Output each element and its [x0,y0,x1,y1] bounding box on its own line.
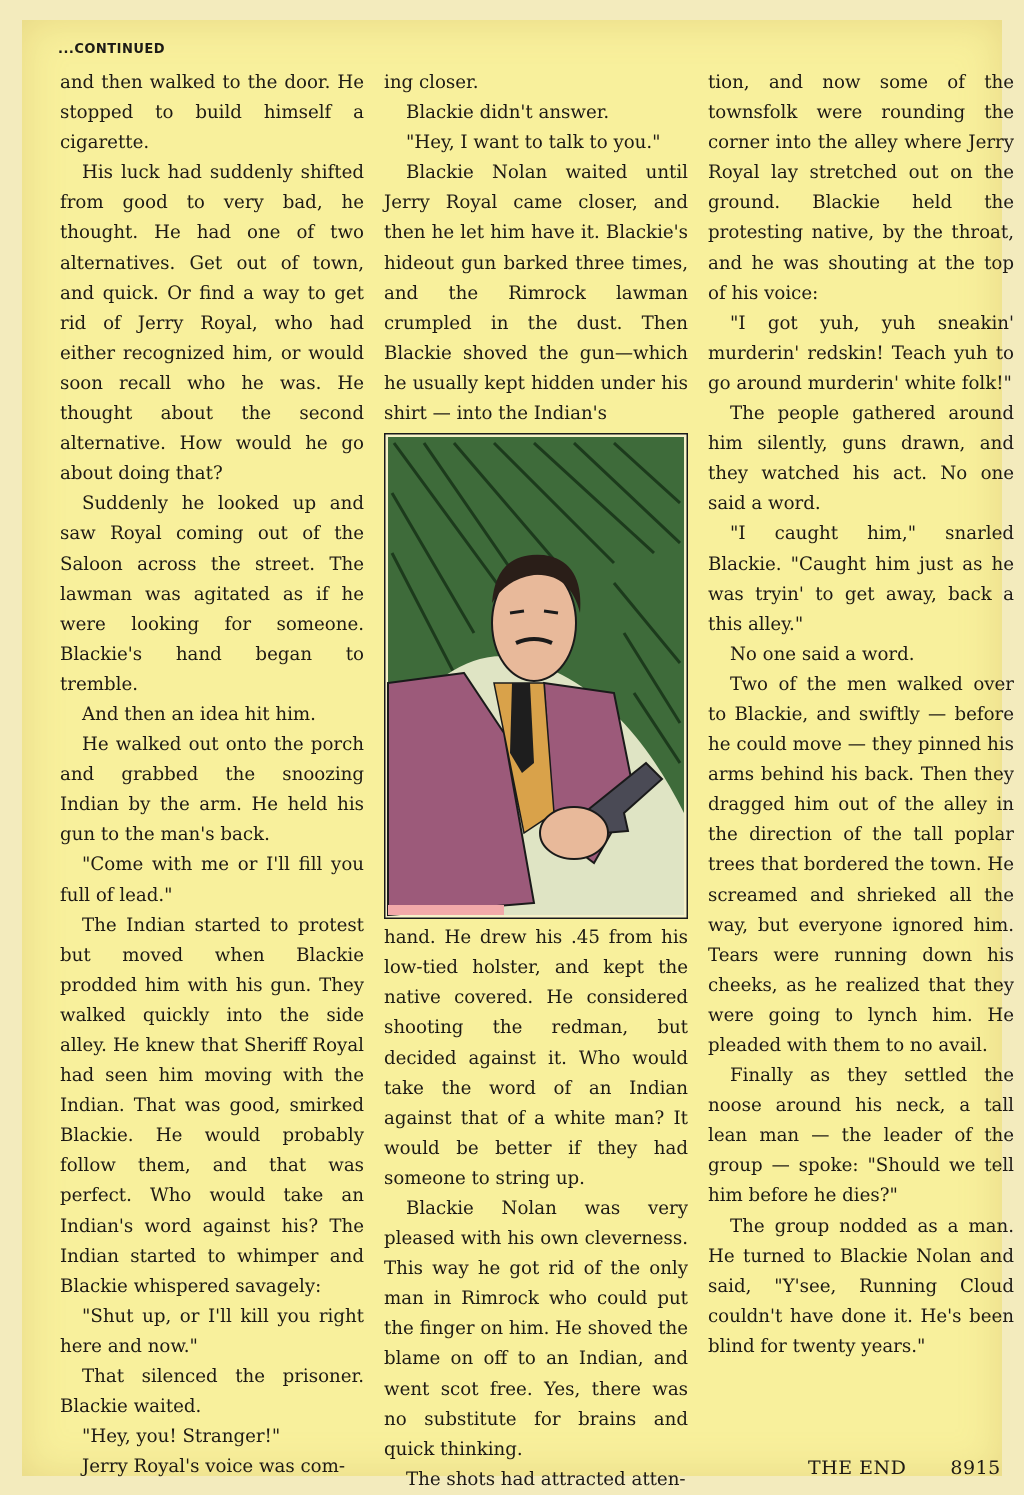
paragraph: Finally as they settled the noose around his neck, a tall lean man — the leader of the group — spoke: "Should we tell him before he dies?" [708,1065,1014,1207]
page-code: 8915 [950,1457,1001,1479]
paragraph: hand. He drew his .45 from his low-tied holster, and kept the native covered. He considered shooting the redman, but decided against it. Who would take the word of an Indian against that of a white man? It would be better if they had someone to string up. [384,927,688,1189]
paragraph: tion, and now some of the townsfolk were rounding the corner into the alley where Jerry Royal lay stretched out on the ground. Blackie held the protesting native, by the throat, and he was shouting at the top of his voice: [708,72,1014,304]
paragraph: Blackie didn't answer. [406,102,610,124]
paragraph: and then walked to the door. He stopped to build himself a cigarette. [60,72,364,154]
comic-text-page [22,20,1014,1490]
page-footer [808,1457,1001,1479]
paragraph: "Hey, you! Stranger!" [82,1426,281,1448]
paragraph: ing closer. [384,72,479,93]
paragraph: That silenced the prisoner. Blackie waited. [60,1366,364,1418]
text-column-3 [708,68,1014,1362]
paragraph: The group nodded as a man. He turned to Blackie Nolan and said, "Y'see, Running Cloud couldn't have done it. He's been blind for twenty years." [708,1215,1014,1357]
paragraph: Suddenly he looked up and saw Royal coming out of the Saloon across the street. The lawman was agitated as if he were looking for someone. Blackie's hand began to tremble. [60,493,364,695]
the-end-label: THE END [808,1457,907,1479]
continued-label: ...CONTINUED [58,42,166,57]
hand [540,807,608,859]
paragraph: "Shut up, or I'll kill you right here and now." [60,1305,364,1357]
text-column-1 [60,68,364,1482]
paragraph: Jerry Royal's voice was com- [82,1456,346,1478]
paragraph: Two of the men walked over to Blackie, and swiftly — before he could move — they pinned his arms behind his back. Then they dragged him out of the alley in the direction of the tall poplar trees that bordered the town. He screamed and shrieked all the way, but everyone ignored him. Tears were running down his cheeks, as he realized that they were going to lynch him. He pleaded with them to no avail. [708,673,1014,1056]
paragraph: "I got yuh, yuh sneakin' murderin' redskin! Teach yuh to go around murderin' white folk!" [708,312,1014,394]
paragraph: The people gathered around him silently, guns drawn, and they watched his act. No one said a word. [708,403,1014,515]
paragraph: The shots had attracted atten- [406,1468,686,1490]
paragraph: He walked out onto the porch and grabbed the snoozing Indian by the arm. He held his gun to the man's back. [60,734,364,846]
paragraph: "I caught him," snarled Blackie. "Caught him just as he was tryin' to get away, back a this alley." [708,523,1014,635]
paragraph: And then an idea hit him. [82,703,316,725]
paragraph: His luck had suddenly shifted from good to very bad, he thought. He had one of two alternatives. Get out of town, and quick. Or find a way to get rid of Jerry Royal, who had either recognized him, or would soon recall who he was. He thought about the second alternative. How would he go about doing that? [60,162,364,485]
paragraph: Blackie Nolan waited until Jerry Royal came closer, and then he let him have it. Blackie's hideout gun barked three times, and the Rimrock lawman crumpled in the dust. Then Blackie shoved the gun—which he usually kept hidden under his shirt — into the Indian's [384,162,688,425]
pink-strip [388,905,504,915]
paragraph: "Come with me or I'll fill you full of lead." [60,854,364,906]
paragraph: "Hey, I want to talk to you." [406,132,661,154]
gunman-illustration [384,433,688,919]
paragraph: No one said a word. [730,643,915,665]
text-column-2 [384,68,688,1495]
paragraph: The Indian started to protest but moved when Blackie prodded him with his gun. They walked quickly into the side alley. He knew that Sheriff Royal had seen him moving with the Indian. That was good, smirked Blackie. He would probably follow them, and that was perfect. Who would take an Indian's word against his? The Indian started to whimper and Blackie whispered savagely: [60,914,364,1297]
paragraph: Blackie Nolan was very pleased with his own cleverness. This way he got rid of the only man in Rimrock who could put the finger on him. He shoved the blame on off to an Indian, and went scot free. Yes, there was no substitute for brains and quick thinking. [384,1197,688,1460]
